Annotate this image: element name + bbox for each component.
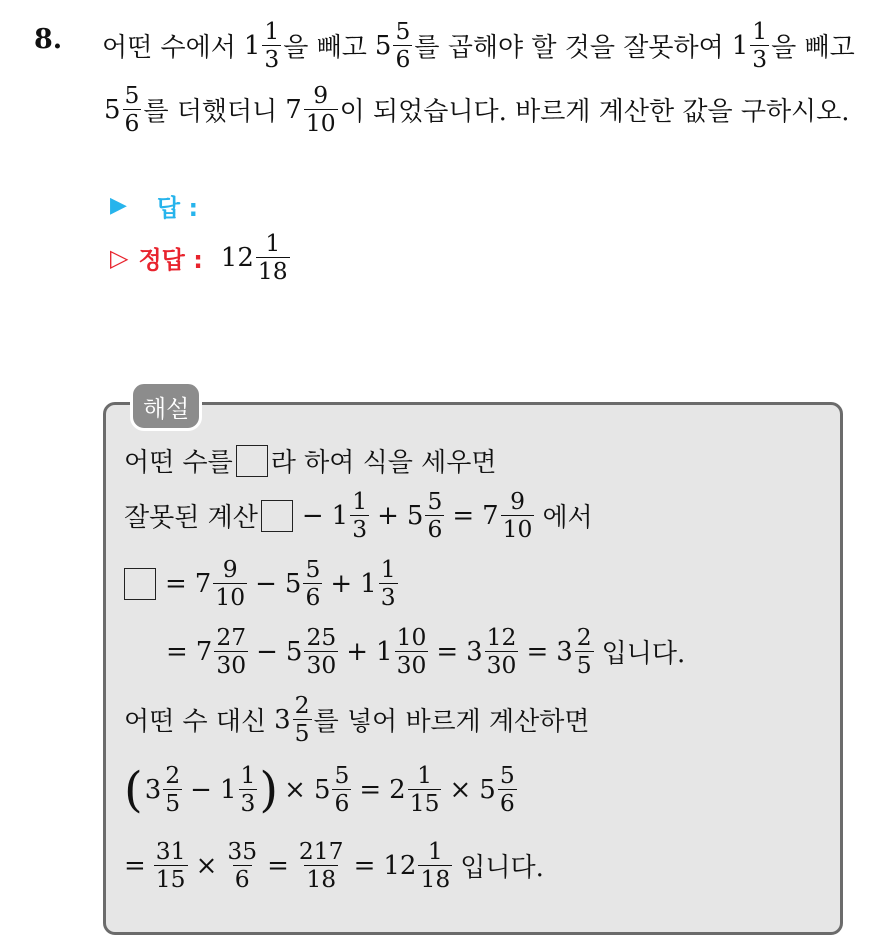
- play-triangle-icon: ▶: [110, 193, 127, 218]
- fraction: $\frac{9}{10}$: [305, 81, 336, 138]
- blank-box: [236, 445, 268, 477]
- fraction: $\frac{2}{5}$: [165, 761, 181, 818]
- fraction: $\frac{5}{6}$: [124, 81, 140, 138]
- correct-answer-row: ▷ 정답 : 12 $\frac{1}{18}$: [110, 229, 288, 286]
- fraction: $\frac{2}{5}$: [294, 691, 310, 748]
- outline-triangle-icon: ▷: [110, 243, 129, 272]
- solution-tag: 해설: [130, 381, 202, 431]
- fraction: $\frac{1}{18}$: [420, 837, 451, 894]
- fraction: $\frac{1}{15}$: [409, 761, 440, 818]
- fraction: $\frac{12}{30}$: [486, 623, 517, 680]
- fraction: $\frac{9}{10}$: [215, 555, 246, 612]
- fraction: $\frac{1}{3}$: [380, 555, 396, 612]
- fraction: $\frac{1}{3}$: [352, 487, 368, 544]
- correct-answer-fraction: $\frac{1}{18}$: [257, 229, 288, 286]
- question-line-1: 어떤 수에서 1 $\frac{1}{3}$ 을 빼고 5 $\frac{5}{6}$ 를 곱해야 할 것을 잘못하여 1 $\frac{1}{3}$ 을 빼고: [102, 17, 855, 74]
- fraction: $\frac{31}{15}$: [155, 837, 186, 894]
- fraction: $\frac{35}{6}$: [227, 837, 258, 894]
- solution-line-4: = 7 $\frac{27}{30}$ − 5 $\frac{25}{30}$ + 1 $\frac{10}{30}$ = 3 $\frac{12}{30}$ = 3 $\frac{2}{5}$ 입니다.: [166, 623, 686, 680]
- fraction: $\frac{5}{6}$: [334, 761, 350, 818]
- fraction: $\frac{5}{6}$: [395, 17, 411, 74]
- blank-box: [124, 568, 156, 600]
- correct-answer-label: 정답 :: [138, 246, 203, 275]
- fraction: $\frac{5}{6}$: [427, 487, 443, 544]
- question-number: 8.: [34, 24, 63, 55]
- fraction: $\frac{10}{30}$: [396, 623, 427, 680]
- blank-box: [261, 500, 293, 532]
- fraction: $\frac{217}{18}$: [298, 837, 344, 894]
- solution-line-1: 어떤 수를 라 하여 식을 세우면: [124, 442, 496, 479]
- fraction: $\frac{5}{6}$: [305, 555, 321, 612]
- question-line-2: 5 $\frac{5}{6}$ 를 더했더니 7 $\frac{9}{10}$ 이 되었습니다. 바르게 계산한 값을 구하시오.: [104, 81, 850, 138]
- answer-label: 답 :: [156, 194, 199, 222]
- fraction: $\frac{9}{10}$: [502, 487, 533, 544]
- solution-line-5: 어떤 수 대신 3 $\frac{2}{5}$ 를 넣어 바르게 계산하면: [124, 691, 590, 748]
- fraction: $\frac{2}{5}$: [576, 623, 592, 680]
- fraction: $\frac{1}{3}$: [240, 761, 256, 818]
- fraction: $\frac{5}{6}$: [499, 761, 515, 818]
- solution-line-3: = 7 $\frac{9}{10}$ − 5 $\frac{5}{6}$ + 1 $\frac{1}{3}$: [124, 558, 400, 610]
- fraction: $\frac{1}{3}$: [752, 17, 768, 74]
- solution-line-7: = $\frac{31}{15}$ × $\frac{35}{6}$ = $\frac{217}{18}$ = 12 $\frac{1}{18}$ 입니다.: [124, 837, 544, 894]
- fraction: $\frac{25}{30}$: [306, 623, 337, 680]
- solution-line-6: ( 3 $\frac{2}{5}$ − 1 $\frac{1}{3}$ ) × 5 $\frac{5}{6}$ = 2 $\frac{1}{15}$ × 5 $\frac{5}{6}$: [124, 761, 515, 818]
- fraction: $\frac{1}{3}$: [264, 17, 280, 74]
- solution-line-2: 잘못된 계산 − 1 $\frac{1}{3}$ + 5 $\frac{5}{6}$ = 7 $\frac{9}{10}$ 에서: [124, 487, 593, 544]
- answer-row: [110, 188, 198, 223]
- fraction: $\frac{27}{30}$: [216, 623, 247, 680]
